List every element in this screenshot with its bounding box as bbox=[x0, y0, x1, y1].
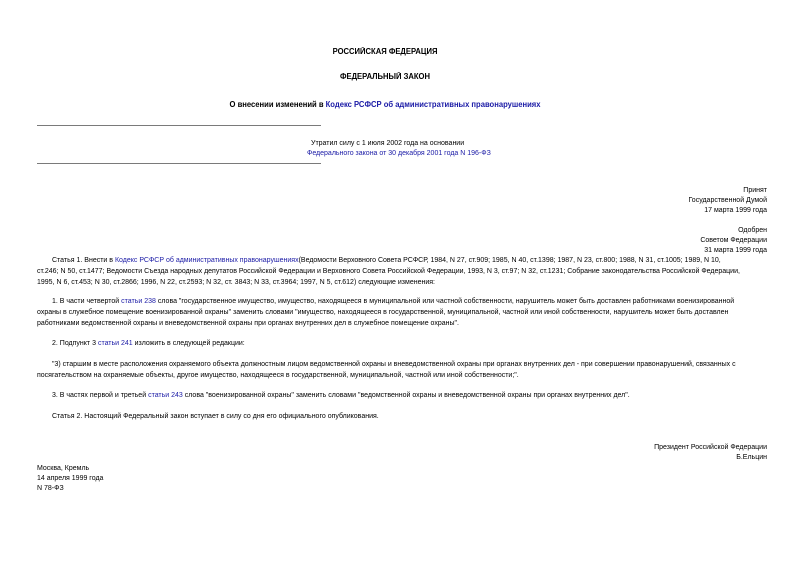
approved-by: Советом Федерации bbox=[700, 237, 767, 244]
item1-line3: работниками ведомственной охраны и вневедомственной охраны при органах внутренних дел в служебное помещение охраны". bbox=[37, 320, 459, 327]
item2-line bbox=[52, 339, 245, 349]
place-date: 14 апреля 1999 года bbox=[37, 475, 104, 482]
repeal-notice-text: Утратил силу с 1 июля 2002 года на основании bbox=[311, 140, 465, 147]
item2-article-link[interactable]: статьи 241 bbox=[97, 340, 133, 347]
document-title bbox=[0, 100, 770, 109]
adopted-date: 17 марта 1999 года bbox=[704, 207, 767, 214]
article1-line3: 1995, N 6, ст.453; N 30, ст.2866; 1996, N 22, ст.2593; N 32, ст. 3843; N 33, ст.3964; 1997, N 5, ст.612) следующие изменения: bbox=[37, 279, 435, 286]
article2-text: Статья 2. Настоящий Федеральный закон вступает в силу со дня его официального опубликования. bbox=[52, 413, 379, 420]
article1-rest: (Ведомости Верховного Совета РСФСР, 1984, N 27, ст.909; 1985, N 40, ст.1398; 1987, N 23, ст.800; 1988, N 31, ст.1005; 1989, N 10, bbox=[298, 257, 721, 264]
approved-date: 31 марта 1999 года bbox=[704, 247, 767, 254]
quote-line1: "3) старшим в месте расположения охраняемого объекта должностным лицом ведомственной охраны и вневедомственной охраны при органах внутренних дел - при совершении правонарушений, связанных с bbox=[52, 361, 736, 368]
article1-intro: Статья 1. Внести в bbox=[52, 257, 115, 264]
repeal-law-link[interactable]: Федерального закона от 30 декабря 2001 года N 196-ФЗ bbox=[307, 150, 491, 157]
quote-line2: посягательством на охраняемые объекты, другое имущество, находящееся в государственной, муниципальной, частной или иной собственности;". bbox=[37, 372, 519, 379]
place-city: Москва, Кремль bbox=[37, 465, 90, 472]
item3-prefix: 3. В частях первой и третьей bbox=[52, 392, 149, 399]
article1-line2: ст.246; N 50, ст.1477; Ведомости Съезда народных депутатов Российской Федерации и Верховного Совета Российской Федерации, 1993, N 3, ст.97; N 32, ст.1231; Собрание законодательства Российской Федерации, bbox=[37, 268, 740, 275]
item1-article-link[interactable]: статьи 238 bbox=[121, 298, 156, 305]
divider-top bbox=[37, 125, 321, 126]
signature-name: Б.Ельцин bbox=[736, 454, 767, 461]
item2-suffix: изложить в следующей редакции: bbox=[132, 340, 245, 347]
title-prefix: О внесении изменений в bbox=[229, 100, 326, 109]
signature-position: Президент Российской Федерации bbox=[654, 444, 767, 451]
adopted-by: Государственной Думой bbox=[688, 197, 767, 204]
item1-prefix: 1. В части четвертой bbox=[52, 298, 122, 305]
approved-label: Одобрен bbox=[738, 227, 767, 234]
federation-heading: РОССИЙСКАЯ ФЕДЕРАЦИЯ bbox=[332, 47, 438, 56]
item1-rest: слова "государственное имущество, имущество, находящееся в муниципальной или частной собственности, нарушитель может быть доставлен работниками военизированной bbox=[155, 298, 735, 305]
adopted-label: Принят bbox=[743, 187, 767, 194]
divider-bottom bbox=[37, 163, 321, 164]
item1-line2: охраны в служебное помещение военизированной охраны" заменить словами "имущество, находящееся в государственной, муниципальной, частной или иной собственности, нарушитель может быть доставлен bbox=[37, 309, 729, 316]
law-number: N 78-ФЗ bbox=[37, 485, 64, 492]
article1-line1 bbox=[52, 256, 721, 266]
title-code-link[interactable]: Кодекс РСФСР об административных правонарушениях bbox=[325, 100, 541, 109]
item3-suffix: слова "военизированной охраны" заменить словами "ведомственной охраны и вневедомственной охраны при органах внутренних дел". bbox=[182, 392, 630, 399]
law-type-heading: ФЕДЕРАЛЬНЫЙ ЗАКОН bbox=[340, 72, 431, 81]
article1-code-link[interactable]: Кодекс РСФСР об административных правонарушениях bbox=[114, 257, 299, 264]
item1-line1 bbox=[52, 297, 734, 307]
item3-line bbox=[52, 391, 630, 401]
item3-article-link[interactable]: статьи 243 bbox=[148, 392, 183, 399]
item2-prefix: 2. Подпункт 3 bbox=[52, 340, 98, 347]
